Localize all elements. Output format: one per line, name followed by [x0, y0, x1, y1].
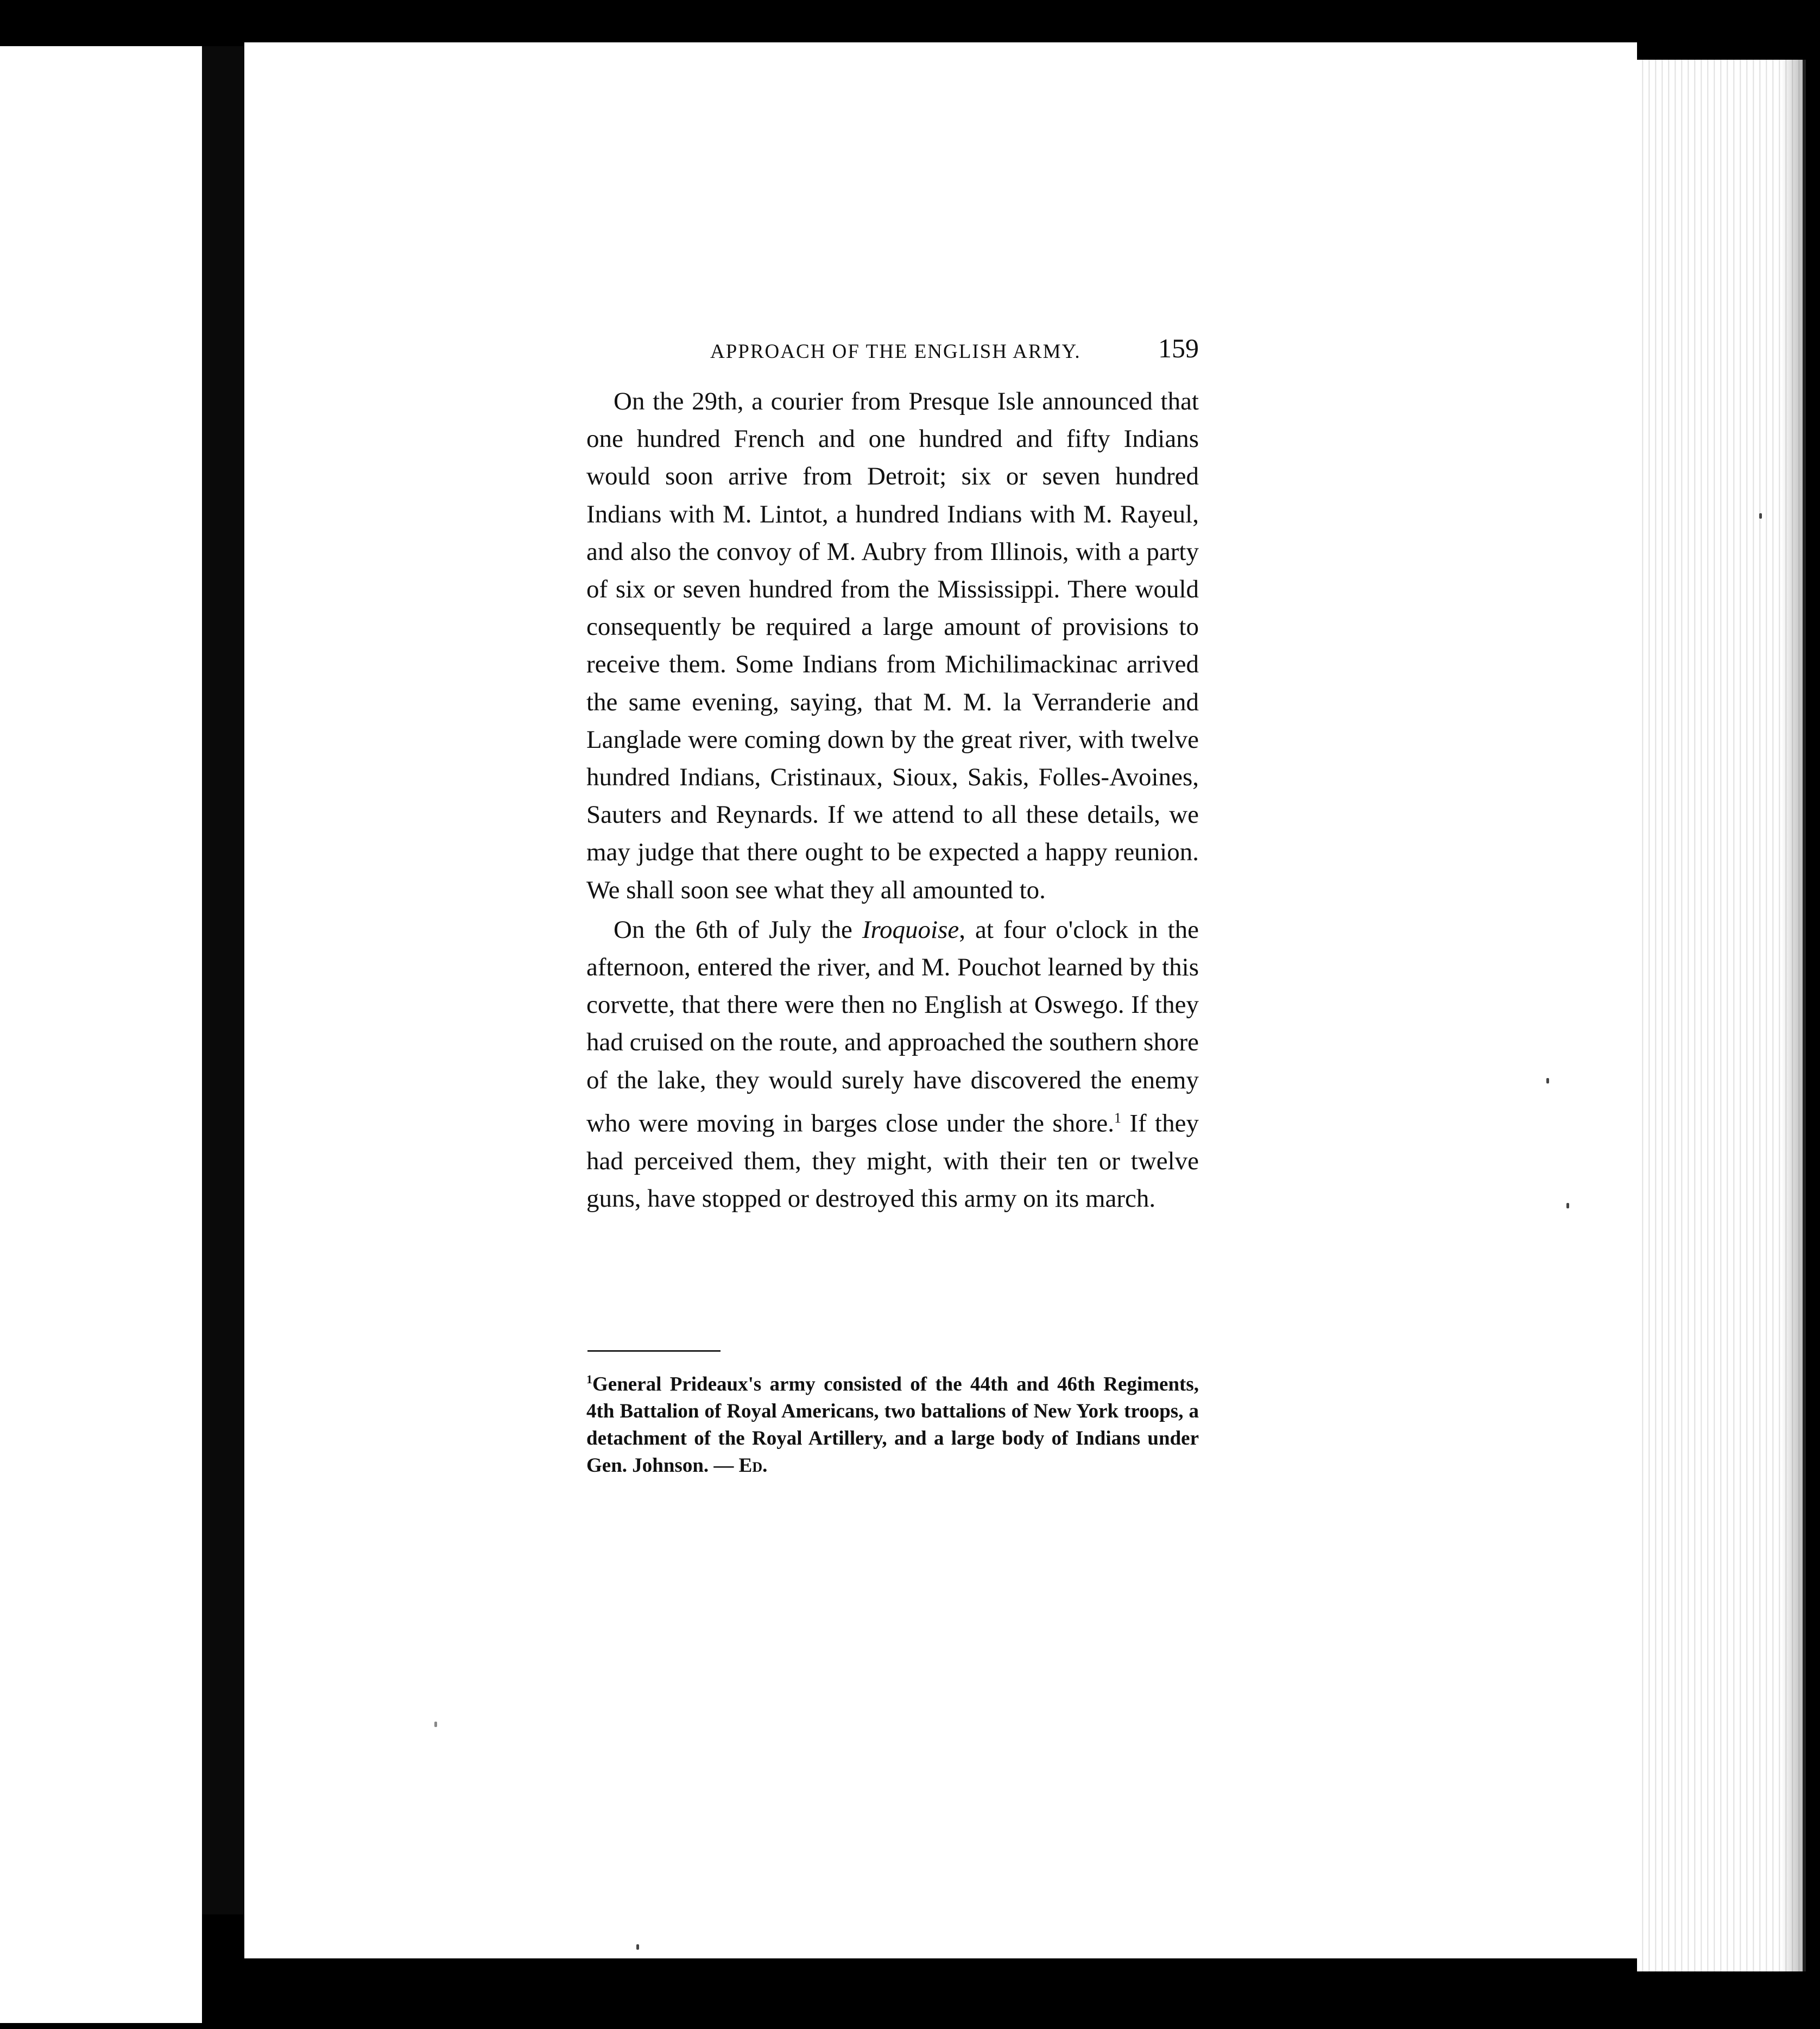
page-edges: [1637, 60, 1806, 1971]
footnote: [586, 1366, 1199, 1479]
scan-speck: [636, 1944, 639, 1950]
editor-signature: Ed.: [738, 1454, 768, 1477]
scan-speck: [434, 1722, 437, 1727]
footnote-rule: [587, 1350, 721, 1352]
paragraph-text: On the 29th, a courier from Presque Isle announced that one hundred French and one hundred and fifty Indians would soon arrive from Detroit; six or seven hundred Indians with M. Lintot, a hundred Indians with M. Rayeul, and also the convoy of M. Aubry from Illinois, with a party of six or seven hundred from the Mississippi. There would consequently be required a large amount of provisions to receive them. Some Indians from Michilimackinac arrived the same evening, saying, that M. M. la Verranderie and Langlade were coming down by the great river, with twelve hundred Indians, Cristinaux, Sioux, Sakis, Folles-Avoines, Sauters and Reynards. If we attend to all these details, we may judge that there ought to be expected a happy reunion. We shall soon see what they all amounted to.: [586, 387, 1199, 904]
paragraph-text: , at four o'clock in the afternoon, entered the river, and M. Pouchot learned by this corvette, that there were then no English at Oswego. If they had cruised on the route, and approached the southern shore of the lake, they would surely have discovered the enemy who were moving in barges close under the shore.: [586, 915, 1199, 1138]
scan-speck: [1566, 1203, 1569, 1208]
book-gutter: [202, 46, 247, 1914]
scan-speck: [1546, 1078, 1549, 1083]
footnote-marker: 1: [586, 1372, 592, 1386]
body-text: [586, 383, 1199, 1218]
ship-name: Iroquoise: [862, 915, 959, 944]
paragraph: [586, 383, 1199, 909]
page-number: 159: [1158, 333, 1199, 363]
page-header: [586, 332, 1199, 376]
paragraph: [586, 911, 1199, 1218]
paragraph-text: If they had perceived them, they might, with their ten or twelve guns, have stopped or destroyed this army on its march.: [586, 1109, 1199, 1213]
running-head: APPROACH OF THE ENGLISH ARMY.: [710, 341, 1081, 363]
footnote-text: General Prideaux's army consisted of the 44th and 46th Regiments, 4th Battalion of Royal Americans, two battalions of New York troops, a detachment of the Royal Artillery, and a large body of Indians under Gen. Johnson. —: [586, 1373, 1199, 1477]
scan-speck: [1759, 513, 1762, 519]
left-page-edge: [0, 46, 202, 2023]
paragraph-text: On the 6th of July the: [614, 915, 862, 944]
footnote-reference: 1: [1114, 1110, 1121, 1126]
